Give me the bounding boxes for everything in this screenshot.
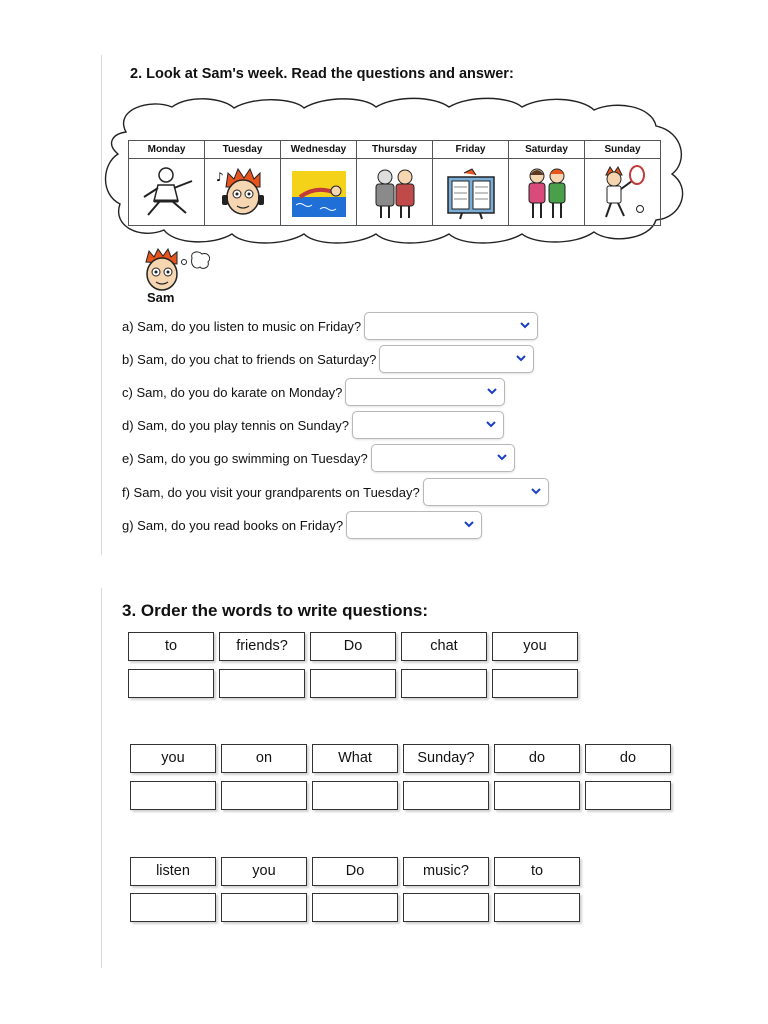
chevron-down-icon <box>487 388 497 395</box>
chevron-down-icon <box>516 355 526 362</box>
day-header: Saturday <box>509 141 585 159</box>
monday-activity-cell <box>129 159 205 226</box>
day-header: Tuesday <box>205 141 281 159</box>
sam-avatar <box>140 248 214 292</box>
word-tile-row <box>130 744 676 773</box>
tuesday-activity-cell <box>205 159 281 226</box>
answer-slot[interactable] <box>403 893 489 922</box>
reading-book-icon <box>442 163 500 221</box>
word-tile[interactable]: What <box>312 744 398 773</box>
word-tile[interactable]: you <box>130 744 216 773</box>
word-tile[interactable]: music? <box>403 857 489 886</box>
friends-chatting-icon <box>518 163 576 221</box>
music-headphones-icon <box>214 163 272 221</box>
thursday-activity-cell <box>357 159 433 226</box>
grandparents-icon <box>366 163 424 221</box>
chevron-down-icon <box>486 421 496 428</box>
answer-slot-row <box>130 893 585 922</box>
swimming-icon <box>290 163 348 221</box>
chevron-down-icon <box>464 521 474 528</box>
question-row <box>122 477 549 507</box>
saturday-activity-cell <box>509 159 585 226</box>
answer-slot-row <box>130 781 676 810</box>
word-tile[interactable]: listen <box>130 857 216 886</box>
answer-slot[interactable] <box>221 893 307 922</box>
answer-slot[interactable] <box>312 893 398 922</box>
exercise-2-heading: 2. Look at Sam's week. Read the questions and answer: <box>130 66 514 82</box>
day-header: Friday <box>433 141 509 159</box>
day-header: Wednesday <box>281 141 357 159</box>
word-tile[interactable]: Do <box>310 632 396 661</box>
weekly-schedule-table <box>128 140 661 226</box>
answer-slot[interactable] <box>492 669 578 698</box>
word-tile[interactable]: friends? <box>219 632 305 661</box>
answer-slot-row <box>128 669 583 698</box>
word-tile[interactable]: you <box>221 857 307 886</box>
day-header: Monday <box>129 141 205 159</box>
left-margin-line-bottom <box>101 588 102 968</box>
chevron-down-icon <box>497 454 507 461</box>
question-text: a) Sam, do you listen to music on Friday? <box>122 318 362 334</box>
question-text: b) Sam, do you chat to friends on Saturday? <box>122 351 377 367</box>
word-tile-row <box>128 632 583 661</box>
answer-dropdown[interactable] <box>379 345 534 373</box>
chevron-down-icon <box>520 322 530 329</box>
word-tile[interactable]: do <box>494 744 580 773</box>
answer-slot[interactable] <box>221 781 307 810</box>
sunday-activity-cell <box>585 159 661 226</box>
day-header: Sunday <box>585 141 661 159</box>
answer-dropdown[interactable] <box>352 411 504 439</box>
answer-slot[interactable] <box>128 669 214 698</box>
karate-icon <box>138 163 196 221</box>
answer-slot[interactable] <box>585 781 671 810</box>
answer-dropdown[interactable] <box>371 444 515 472</box>
word-tile[interactable]: Do <box>312 857 398 886</box>
word-tile[interactable]: on <box>221 744 307 773</box>
answer-dropdown[interactable] <box>346 511 482 539</box>
answer-slot[interactable] <box>401 669 487 698</box>
question-row <box>122 344 534 374</box>
sam-name-label: Sam <box>147 290 175 305</box>
word-tile-row <box>130 857 585 886</box>
word-tile[interactable]: chat <box>401 632 487 661</box>
question-text: f) Sam, do you visit your grandparents on Tuesday? <box>122 484 420 500</box>
word-tile[interactable]: to <box>494 857 580 886</box>
answer-slot[interactable] <box>130 893 216 922</box>
tennis-icon <box>594 163 652 221</box>
svg-text:♪: ♪ <box>215 170 224 184</box>
answer-slot[interactable] <box>130 781 216 810</box>
question-text: d) Sam, do you play tennis on Sunday? <box>122 417 349 433</box>
left-margin-line-top <box>101 55 102 555</box>
question-text: c) Sam, do you do karate on Monday? <box>122 384 343 400</box>
answer-dropdown[interactable] <box>345 378 505 406</box>
answer-slot[interactable] <box>494 781 580 810</box>
question-row <box>122 377 505 407</box>
answer-dropdown[interactable] <box>364 312 538 340</box>
wednesday-activity-cell <box>281 159 357 226</box>
answer-slot[interactable] <box>494 893 580 922</box>
answer-slot[interactable] <box>312 781 398 810</box>
word-tile[interactable]: Sunday? <box>403 744 489 773</box>
word-tile[interactable]: you <box>492 632 578 661</box>
word-tile[interactable]: do <box>585 744 671 773</box>
question-row <box>122 443 515 473</box>
exercise-3-heading: 3. Order the words to write questions: <box>122 601 429 620</box>
answer-slot[interactable] <box>403 781 489 810</box>
answer-slot[interactable] <box>310 669 396 698</box>
answer-dropdown[interactable] <box>423 478 549 506</box>
day-header: Thursday <box>357 141 433 159</box>
question-row <box>122 311 538 341</box>
word-tile[interactable]: to <box>128 632 214 661</box>
friday-activity-cell <box>433 159 509 226</box>
answer-slot[interactable] <box>219 669 305 698</box>
question-text: g) Sam, do you read books on Friday? <box>122 517 344 533</box>
question-row <box>122 410 504 440</box>
question-row <box>122 510 482 540</box>
chevron-down-icon <box>531 488 541 495</box>
question-text: e) Sam, do you go swimming on Tuesday? <box>122 450 368 466</box>
